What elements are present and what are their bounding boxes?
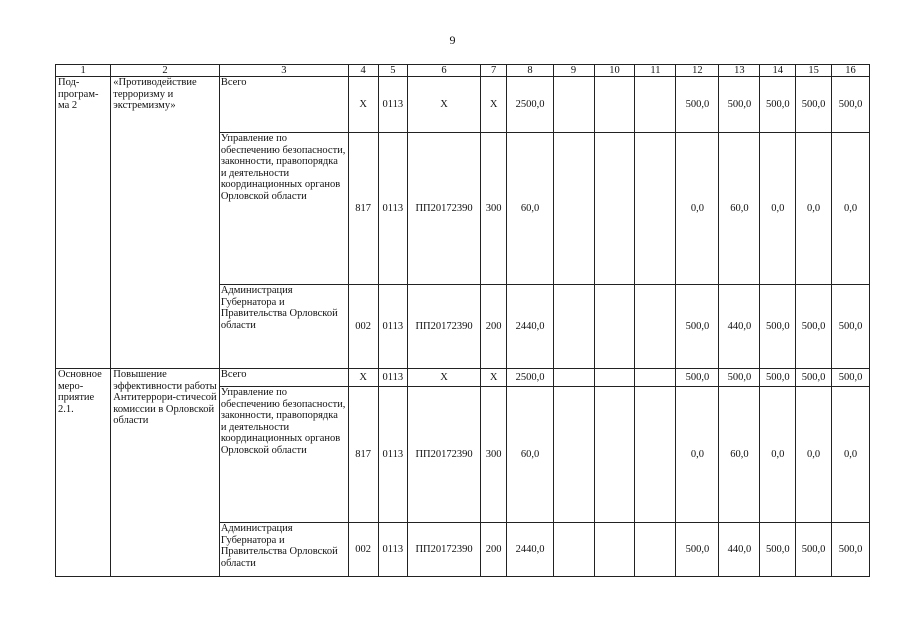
header-cell: 1 <box>56 65 111 77</box>
value-cell-c5: 0113 <box>378 387 408 523</box>
header-cell: 11 <box>635 65 676 77</box>
value-cell-c10 <box>594 523 635 577</box>
value-cell-c6: Х <box>408 77 481 133</box>
column-number-row <box>56 65 870 77</box>
value-cell-c15: 500,0 <box>796 285 832 369</box>
value-cell-c7: Х <box>480 369 507 387</box>
program-title-cell: Повышение эффективности работы Антитеррори-стичесой комиссии в Орловской области <box>111 369 220 577</box>
value-cell-c9 <box>553 77 594 133</box>
page-number: 9 <box>449 33 456 47</box>
executor-cell: Всего <box>219 369 348 387</box>
value-cell-c7: 300 <box>480 387 507 523</box>
value-cell-c7: 200 <box>480 523 507 577</box>
value-cell-c13: 500,0 <box>719 77 760 133</box>
value-cell-c16: 500,0 <box>832 77 870 133</box>
value-cell-c16: 500,0 <box>832 523 870 577</box>
value-cell-c6: ПП20172390 <box>408 523 481 577</box>
value-cell-c15: 0,0 <box>796 387 832 523</box>
value-cell-c13: 500,0 <box>719 369 760 387</box>
value-cell-c11 <box>635 133 676 285</box>
value-cell-c6: Х <box>408 369 481 387</box>
value-cell-c8: 2440,0 <box>507 285 553 369</box>
value-cell-c12: 500,0 <box>676 77 719 133</box>
value-cell-c8: 60,0 <box>507 387 553 523</box>
value-cell-c11 <box>635 77 676 133</box>
value-cell-c10 <box>594 369 635 387</box>
value-cell-c4: Х <box>348 77 378 133</box>
header-cell: 5 <box>378 65 408 77</box>
value-cell-c14: 500,0 <box>760 77 796 133</box>
header-cell: 6 <box>408 65 481 77</box>
value-cell-c14: 0,0 <box>760 387 796 523</box>
value-cell-c11 <box>635 523 676 577</box>
value-cell-c12: 0,0 <box>676 387 719 523</box>
header-cell: 15 <box>796 65 832 77</box>
header-cell: 8 <box>507 65 553 77</box>
value-cell-c11 <box>635 285 676 369</box>
value-cell-c16: 500,0 <box>832 369 870 387</box>
value-cell-c8: 2440,0 <box>507 523 553 577</box>
value-cell-c4: 817 <box>348 133 378 285</box>
value-cell-c9 <box>553 387 594 523</box>
value-cell-c8: 2500,0 <box>507 369 553 387</box>
value-cell-c8: 60,0 <box>507 133 553 285</box>
value-cell-c12: 500,0 <box>676 369 719 387</box>
value-cell-c10 <box>594 285 635 369</box>
program-code-cell: Под- програм- ма 2 <box>56 77 111 369</box>
value-cell-c14: 500,0 <box>760 369 796 387</box>
value-cell-c12: 500,0 <box>676 285 719 369</box>
header-cell: 14 <box>760 65 796 77</box>
value-cell-c13: 60,0 <box>719 387 760 523</box>
budget-table <box>55 64 870 577</box>
value-cell-c14: 500,0 <box>760 523 796 577</box>
value-cell-c16: 0,0 <box>832 133 870 285</box>
value-cell-c5: 0113 <box>378 523 408 577</box>
value-cell-c4: 817 <box>348 387 378 523</box>
value-cell-c10 <box>594 77 635 133</box>
value-cell-c14: 0,0 <box>760 133 796 285</box>
value-cell-c7: Х <box>480 77 507 133</box>
value-cell-c15: 0,0 <box>796 133 832 285</box>
value-cell-c9 <box>553 523 594 577</box>
value-cell-c13: 440,0 <box>719 285 760 369</box>
header-cell: 2 <box>111 65 220 77</box>
value-cell-c7: 300 <box>480 133 507 285</box>
value-cell-c10 <box>594 133 635 285</box>
value-cell-c14: 500,0 <box>760 285 796 369</box>
value-cell-c4: Х <box>348 369 378 387</box>
value-cell-c5: 0113 <box>378 77 408 133</box>
value-cell-c9 <box>553 285 594 369</box>
executor-cell: Администрация Губернатора и Правительства Орловской области <box>219 523 348 577</box>
value-cell-c4: 002 <box>348 285 378 369</box>
value-cell-c13: 60,0 <box>719 133 760 285</box>
executor-cell: Всего <box>219 77 348 133</box>
header-cell: 7 <box>480 65 507 77</box>
value-cell-c6: ПП20172390 <box>408 133 481 285</box>
value-cell-c5: 0113 <box>378 369 408 387</box>
header-cell: 16 <box>832 65 870 77</box>
value-cell-c15: 500,0 <box>796 77 832 133</box>
value-cell-c7: 200 <box>480 285 507 369</box>
value-cell-c8: 2500,0 <box>507 77 553 133</box>
header-cell: 12 <box>676 65 719 77</box>
program-code-cell: Основное меро- приятие 2.1. <box>56 369 111 577</box>
table-row <box>56 77 870 133</box>
value-cell-c11 <box>635 369 676 387</box>
value-cell-c13: 440,0 <box>719 523 760 577</box>
value-cell-c6: ПП20172390 <box>408 387 481 523</box>
header-cell: 9 <box>553 65 594 77</box>
value-cell-c15: 500,0 <box>796 523 832 577</box>
value-cell-c5: 0113 <box>378 133 408 285</box>
value-cell-c12: 500,0 <box>676 523 719 577</box>
value-cell-c6: ПП20172390 <box>408 285 481 369</box>
header-cell: 13 <box>719 65 760 77</box>
value-cell-c10 <box>594 387 635 523</box>
value-cell-c16: 500,0 <box>832 285 870 369</box>
value-cell-c9 <box>553 133 594 285</box>
executor-cell: Администрация Губернатора и Правительства Орловской области <box>219 285 348 369</box>
header-cell: 3 <box>219 65 348 77</box>
executor-cell: Управление по обеспечению безопасности, законности, правопорядка и деятельности координационных органов Орловской области <box>219 387 348 523</box>
executor-cell: Управление по обеспечению безопасности, законности, правопорядка и деятельности координационных органов Орловской области <box>219 133 348 285</box>
value-cell-c11 <box>635 387 676 523</box>
value-cell-c4: 002 <box>348 523 378 577</box>
value-cell-c9 <box>553 369 594 387</box>
value-cell-c15: 500,0 <box>796 369 832 387</box>
header-cell: 4 <box>348 65 378 77</box>
value-cell-c5: 0113 <box>378 285 408 369</box>
table-row <box>56 369 870 387</box>
header-cell: 10 <box>594 65 635 77</box>
program-title-cell: «Противодействие терроризму и экстремизму» <box>111 77 220 369</box>
value-cell-c12: 0,0 <box>676 133 719 285</box>
value-cell-c16: 0,0 <box>832 387 870 523</box>
